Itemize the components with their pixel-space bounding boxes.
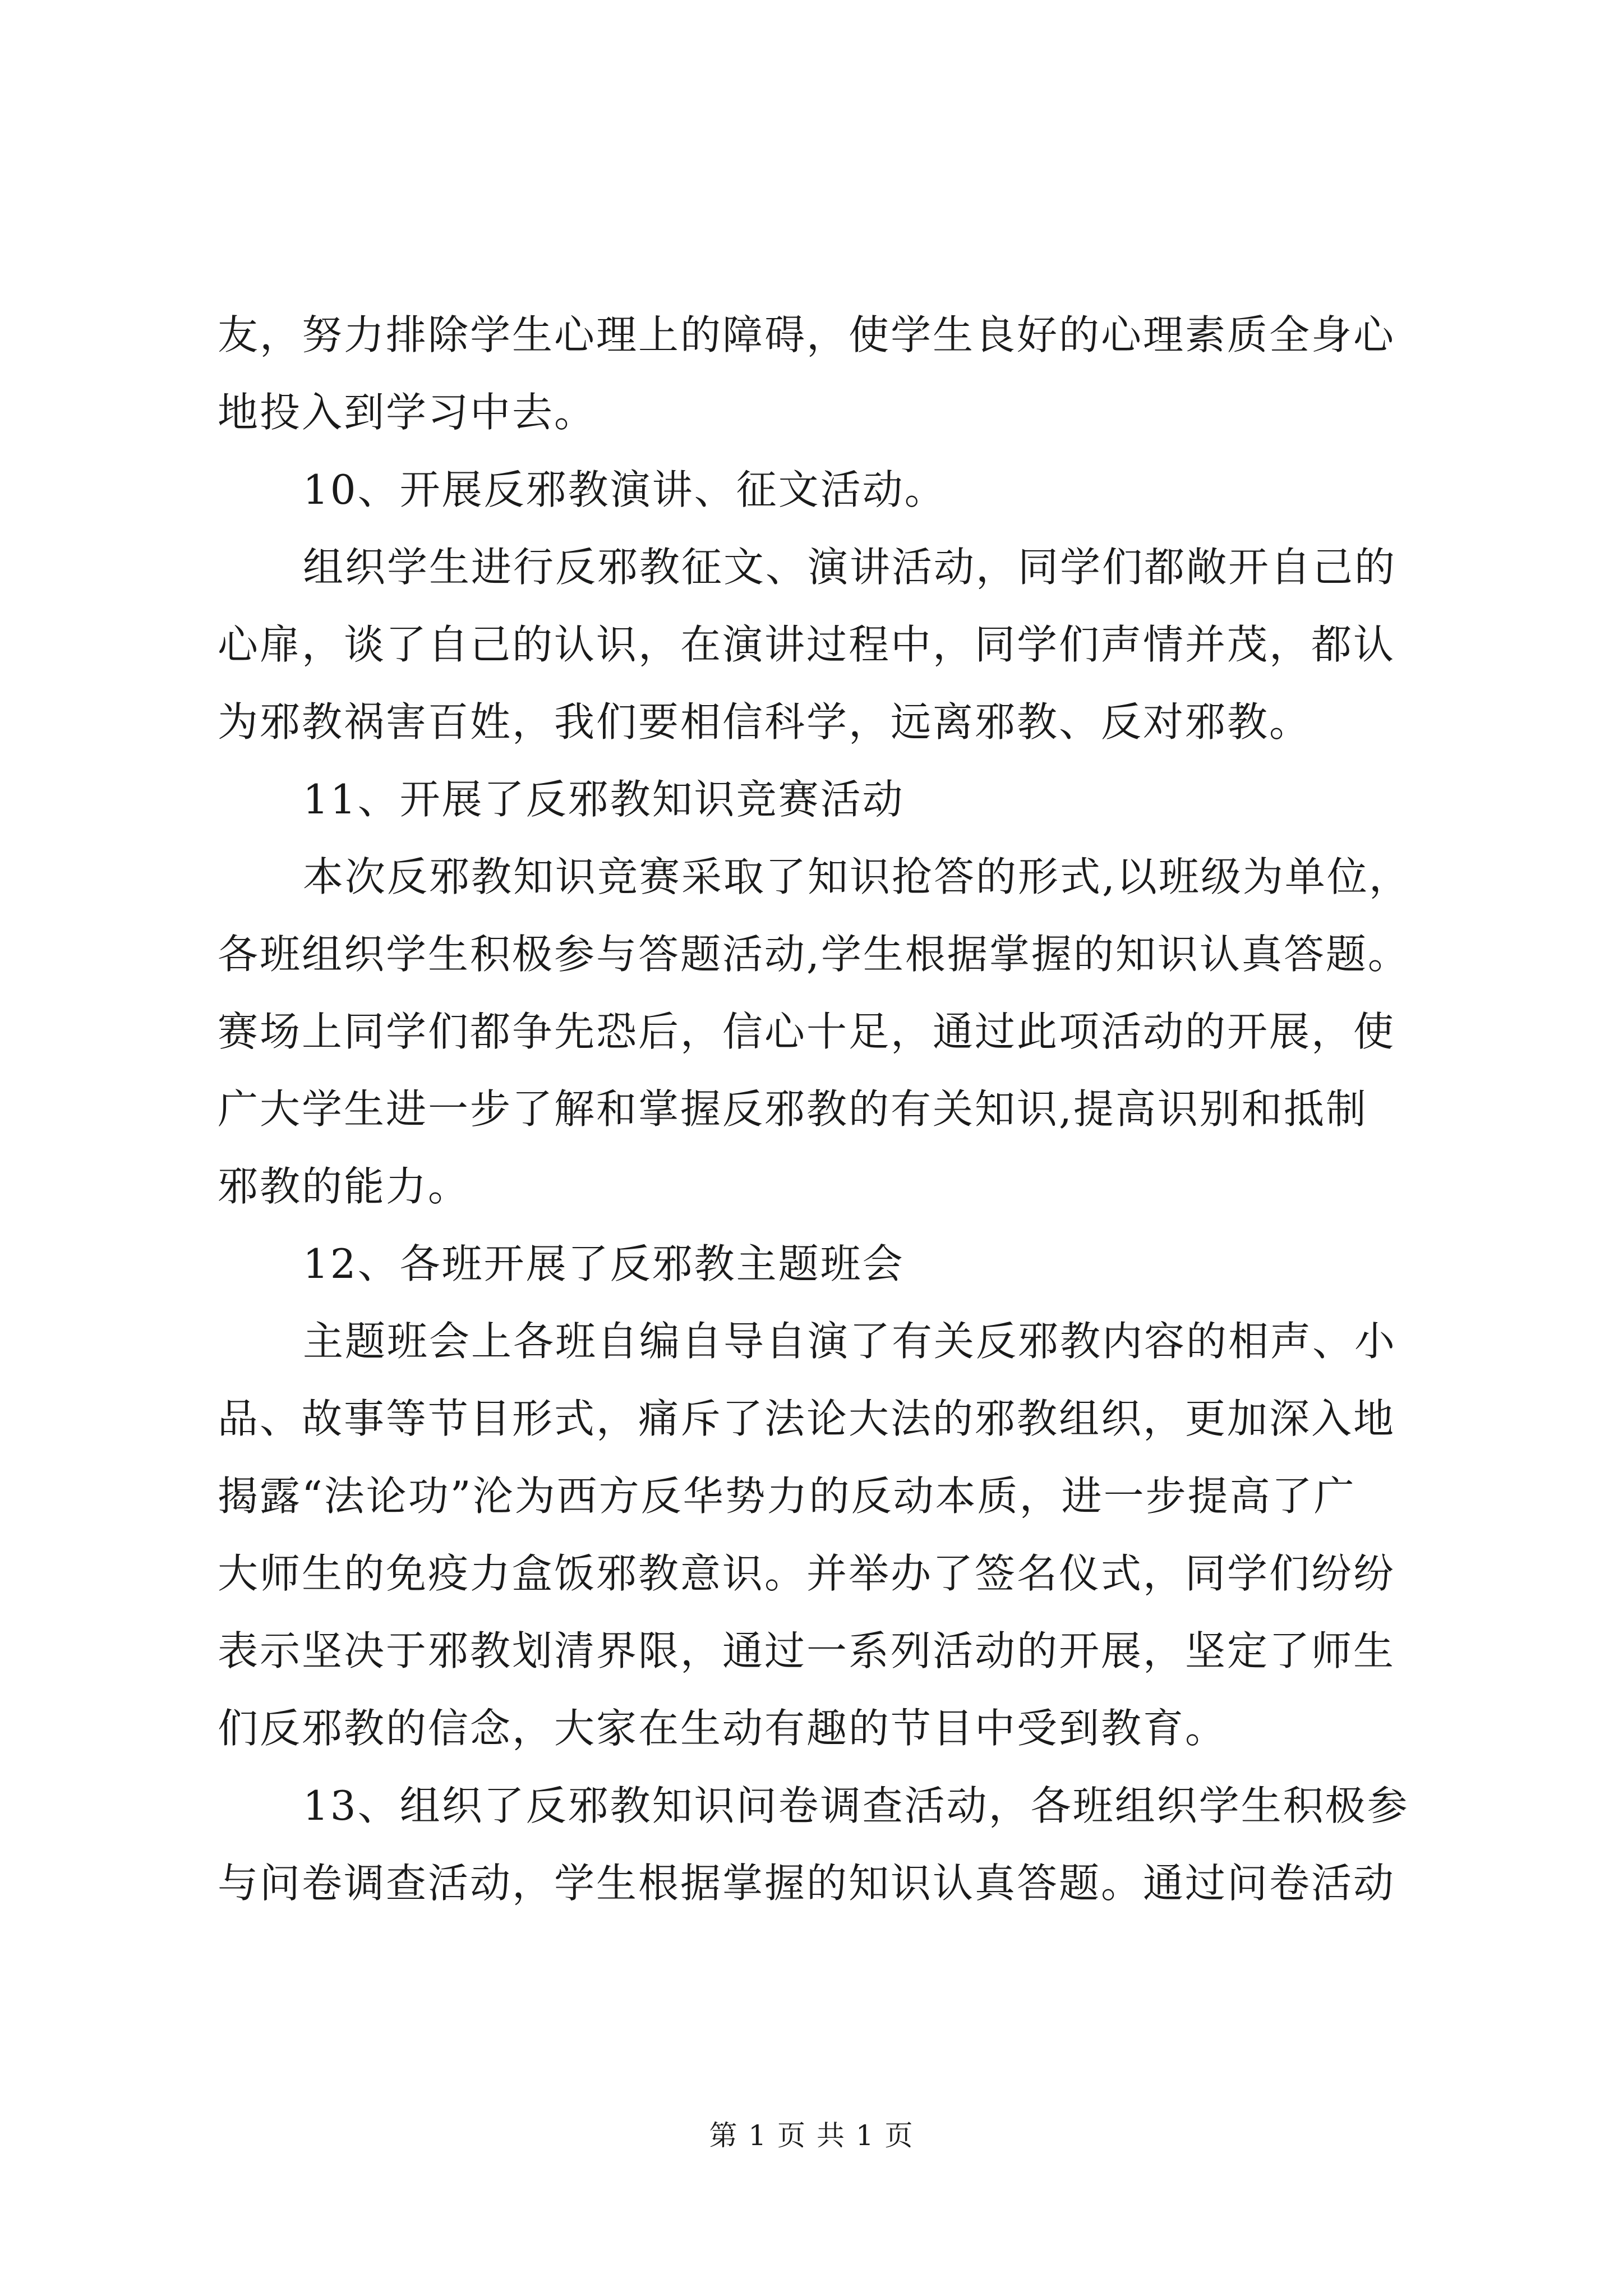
text-line: 心扉，谈了自己的认识，在演讲过程中，同学们声情并茂，都认 bbox=[218, 621, 1396, 668]
text-line: 各班组织学生积极参与答题活动,学生根据掌握的知识认真答题。 bbox=[218, 931, 1410, 978]
text-line: 与问卷调查活动，学生根据掌握的知识认真答题。通过问卷活动 bbox=[218, 1860, 1396, 1907]
text-line: 10、开展反邪教演讲、征文活动。 bbox=[303, 466, 947, 513]
text-line: 广大学生进一步了解和掌握反邪教的有关知识,提高识别和抵制 bbox=[218, 1085, 1368, 1133]
text-line: 邪教的能力。 bbox=[218, 1163, 471, 1210]
text-line: 赛场上同学们都争先恐后，信心十足，通过此项活动的开展，使 bbox=[218, 1008, 1396, 1055]
text-line: 地投入到学习中去。 bbox=[218, 389, 597, 436]
text-line: 主题班会上各班自编自导自演了有关反邪教内容的相声、小 bbox=[303, 1318, 1397, 1365]
document-body bbox=[218, 296, 1429, 1922]
text-line: 揭露“法论功”沦为西方反华势力的反动本质，进一步提高了广 bbox=[218, 1473, 1356, 1520]
text-line: 表示坚决于邪教划清界限，通过一系列活动的开展，坚定了师生 bbox=[218, 1627, 1396, 1674]
text-line: 12、各班开展了反邪教主题班会 bbox=[303, 1240, 905, 1287]
page-footer: 第 1 页 共 1 页 bbox=[709, 2119, 914, 2152]
text-line: 11、开展了反邪教知识竞赛活动 bbox=[303, 776, 905, 823]
text-line: 13、组织了反邪教知识问卷调查活动，各班组织学生积极参 bbox=[303, 1782, 1409, 1829]
text-line: 大师生的免疫力盒饭邪教意识。并举办了签名仪式，同学们纷纷 bbox=[218, 1550, 1396, 1597]
text-line: 为邪教祸害百姓，我们要相信科学，远离邪教、反对邪教。 bbox=[218, 698, 1312, 746]
text-line: 品、故事等节目形式，痛斥了法论大法的邪教组织，更加深入地 bbox=[218, 1395, 1396, 1442]
text-line: 本次反邪教知识竞赛采取了知识抢答的形式,以班级为单位， bbox=[303, 853, 1411, 900]
text-line: 们反邪教的信念，大家在生动有趣的节目中受到教育。 bbox=[218, 1705, 1228, 1752]
text-line: 组织学生进行反邪教征文、演讲活动，同学们都敞开自己的 bbox=[303, 544, 1397, 591]
text-line: 友，努力排除学生心理上的障碍，使学生良好的心理素质全身心 bbox=[218, 311, 1396, 358]
